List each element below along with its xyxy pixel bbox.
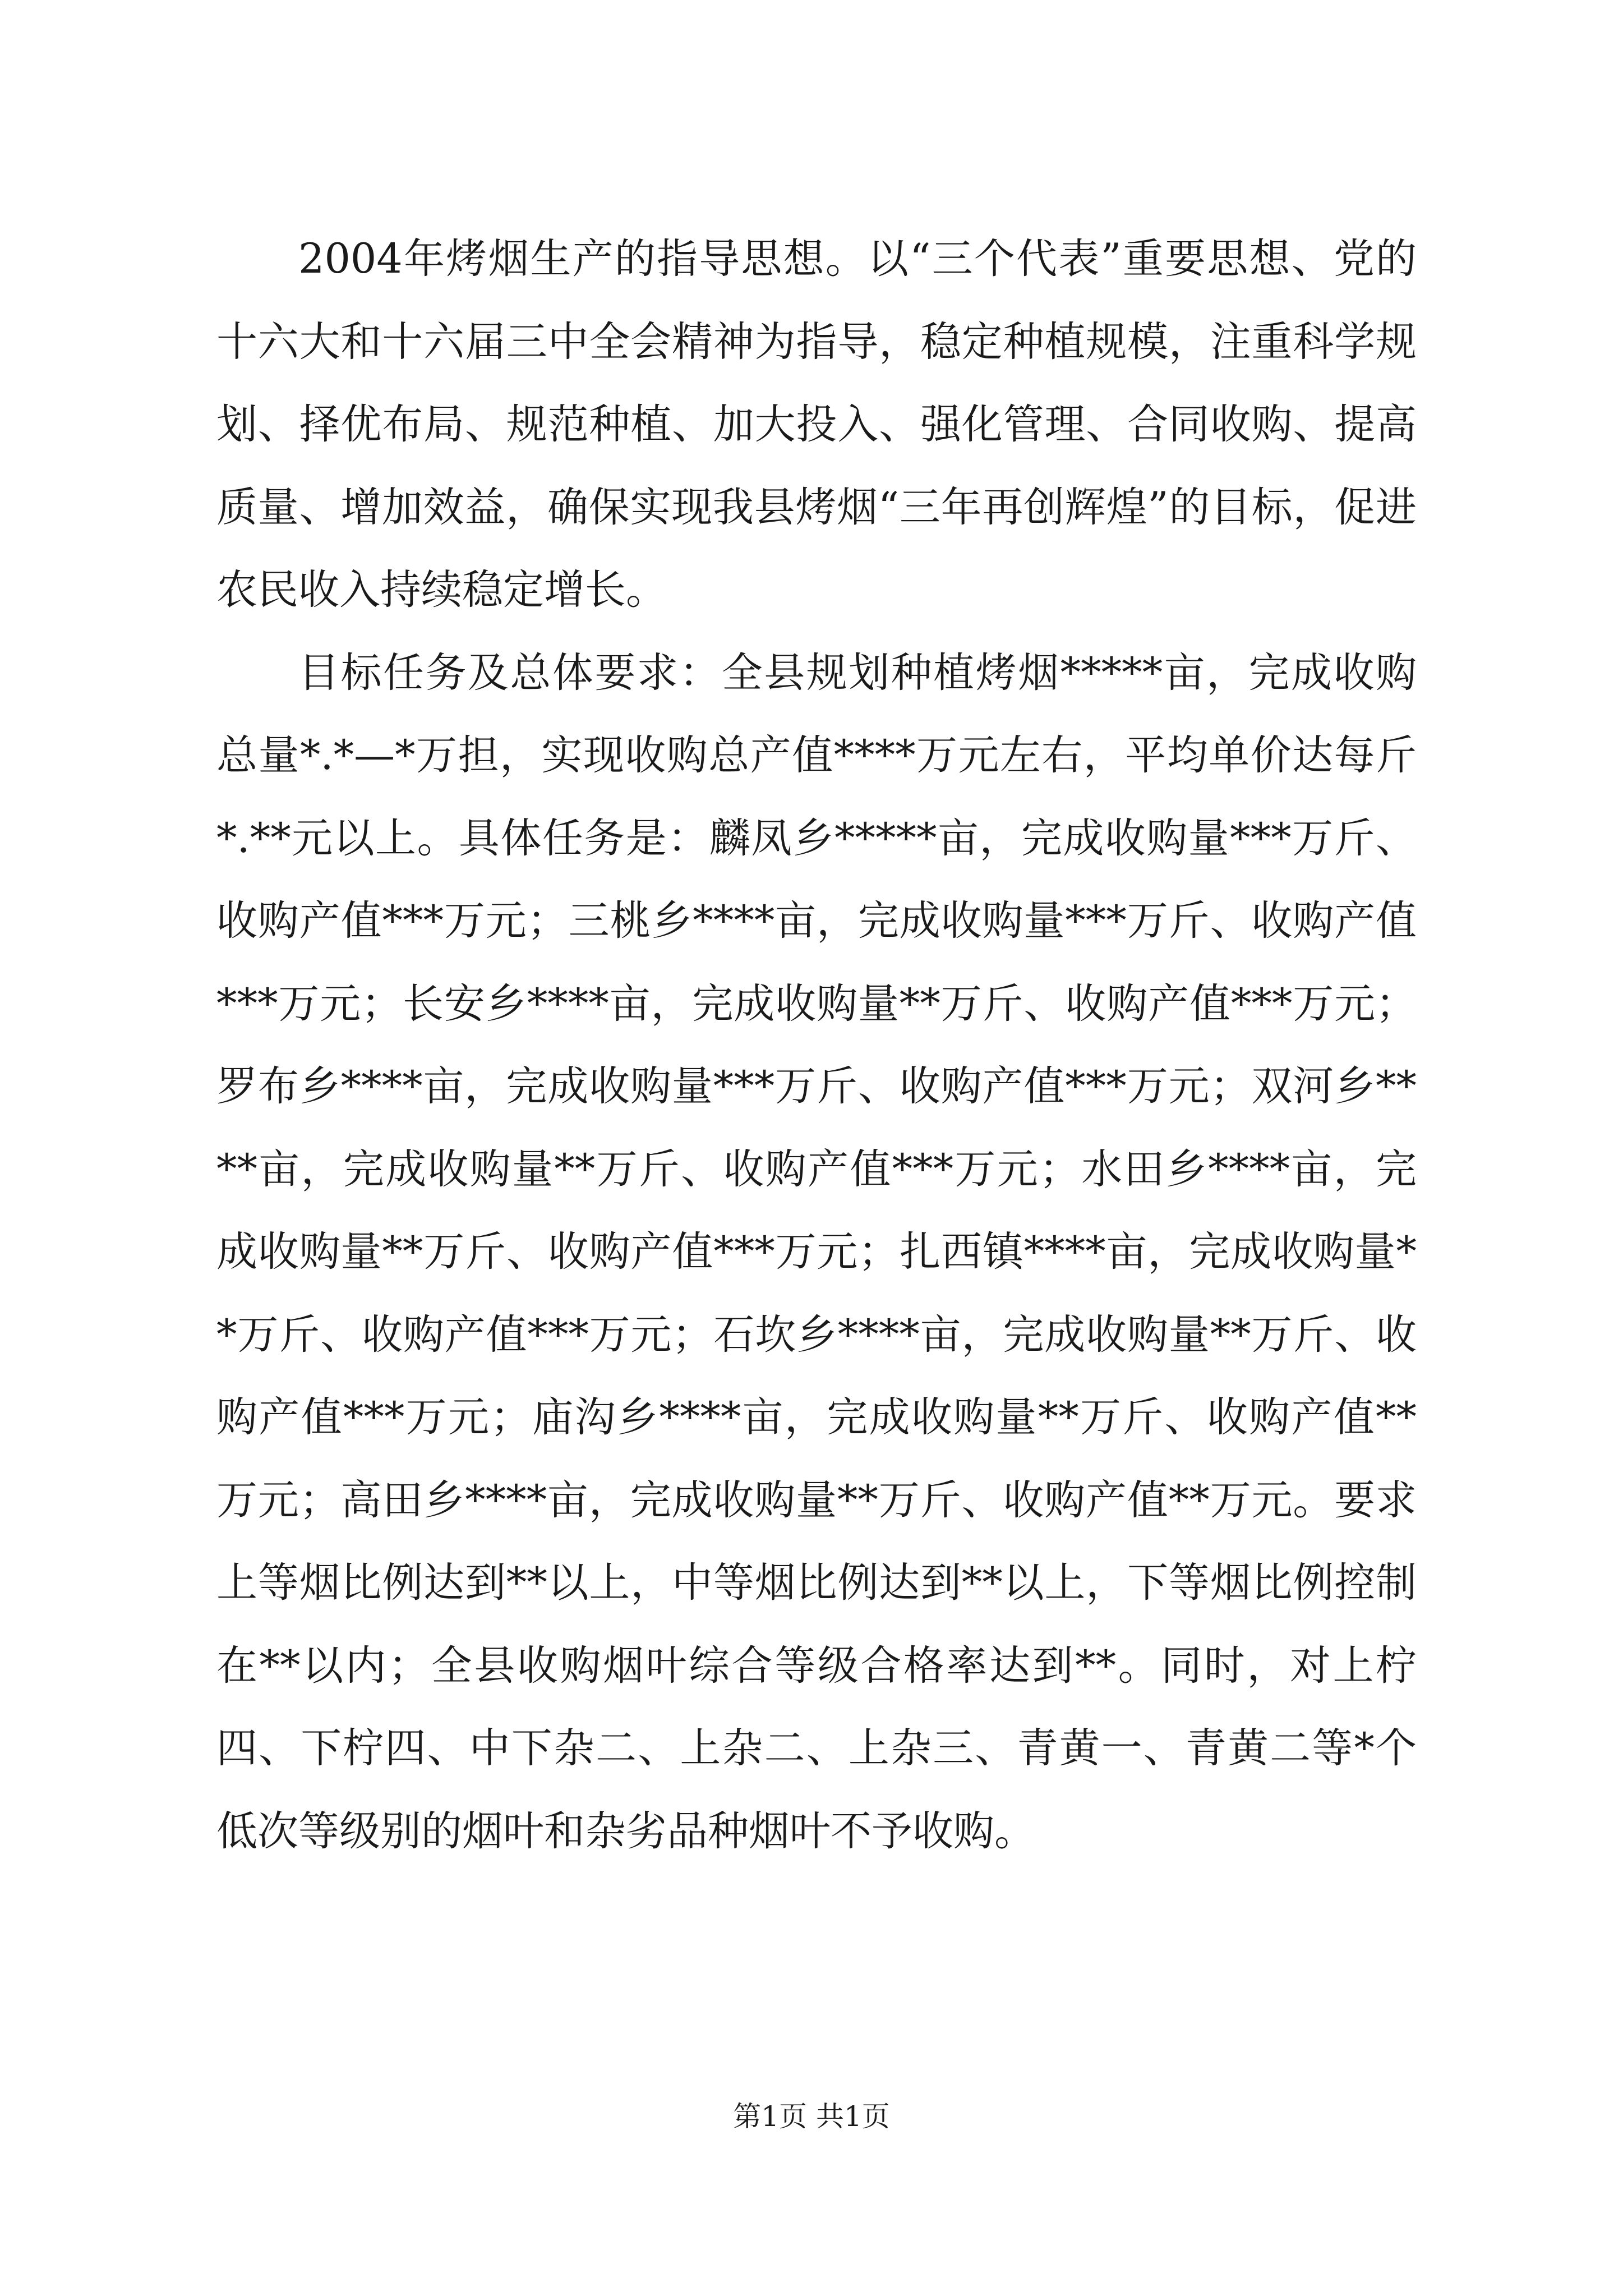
paragraph-targets-and-requirements: 目标任务及总体要求：全县规划种植烤烟*****亩，完成收购总量*.*—*万担，实现收购总产值****万元左右，平均单价达每斤*.**元以上。具体任务是：麟凤乡*****亩，完成收购量***万斤、收购产值***万元；三桃乡****亩，完成收购量***万斤、收购产值***万元；长安乡****亩，完成收购量**万斤、收购产值***万元；罗布乡****亩，完成收购量***万斤、收购产值***万元；双河乡****亩，完成收购量**万斤、收购产值***万元；水田乡****亩，完成收购量**万斤、收购产值***万元；扎西镇****亩，完成收购量**万斤、收购产值***万元；石坎乡****亩，完成收购量**万斤、收购产值***万元；庙沟乡****亩，完成收购量**万斤、收购产值**万元；高田乡****亩，完成收购量**万斤、收购产值**万元。要求上等烟比例达到**以上，中等烟比例达到**以上，下等烟比例控制在**以内；全县收购烟叶综合等级合格率达到**。同时，对上柠四、下柠四、中下杂二、上杂二、上杂三、青黄一、青黄二等*个低次等级别的烟叶和杂劣品种烟叶不予收购。	[216, 648, 1417, 1855]
paragraph-guiding-ideology: 2004年烤烟生产的指导思想。以“三个代表”重要思想、党的十六大和十六届三中全会精神为指导，稳定种植规模，注重科学规划、择优布局、规范种植、加大投入、强化管理、合同收购、提高质量、增加效益，确保实现我县烤烟“三年再创辉煌”的目标，促进农民收入持续稳定增长。	[216, 235, 1417, 614]
page-footer: 第1页 共1页	[733, 2100, 890, 2133]
document-body	[216, 218, 1417, 1872]
